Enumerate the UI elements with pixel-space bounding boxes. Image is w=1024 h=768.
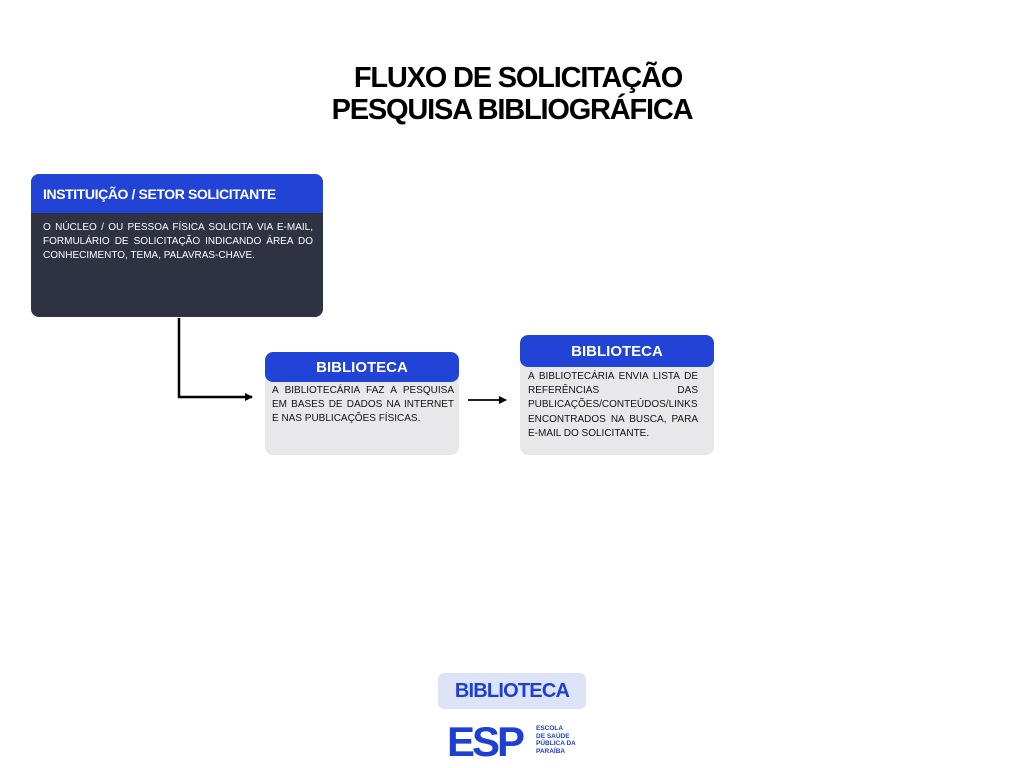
card-text: A BIBLIOTECÁRIA FAZ A PESQUISA EM BASES DE DADOS NA INTERNET E NAS PUBLICAÇÕES FÍSICAS. — [272, 385, 454, 425]
requesting-sector-card — [31, 174, 323, 317]
logo-mark-text: ESP — [447, 723, 523, 759]
diagram-title-line2: PESQUISA BIBLIOGRÁFICA — [331, 94, 693, 126]
esp-logo — [447, 723, 587, 763]
logo-line: DE SAÚDE — [536, 732, 570, 740]
card-text: O NÚCLEO / OU PESSOA FÍSICA SOLICITA VIA E-MAIL, FORMULÁRIO DE SOLICITAÇÃO INDICANDO ÁREA DO CONHECIMENTO, TEMA, PALAVRAS-CHAVE. — [43, 222, 313, 262]
footer-library-label: BIBLIOTECA — [438, 673, 586, 709]
logo-line: PARAÍBA — [536, 747, 566, 755]
logo-line: PÚBLICA DA — [536, 740, 576, 748]
logo-line: ESCOLA — [536, 725, 564, 732]
library-send-card — [520, 335, 714, 455]
card-text: A BIBLIOTECÁRIA ENVIA LISTA DE REFERÊNCIAS DAS PUBLICAÇÕES/CONTEÚDOS/LINKS ENCONTRADOS NA BUSCA, PARA E-MAIL DO SOLICITANTE. — [528, 371, 698, 439]
card-heading: BIBLIOTECA — [520, 335, 714, 367]
card-heading: BIBLIOTECA — [265, 352, 459, 382]
card-heading: INSTITUIÇÃO / SETOR SOLICITANTE — [31, 174, 323, 213]
esp-logo-text — [536, 725, 586, 755]
esp-logo-mark — [447, 723, 533, 759]
diagram-title-line1: FLUXO DE SOLICITAÇÃO — [353, 62, 683, 94]
library-search-card — [265, 352, 459, 455]
elbow-connector-arrow — [179, 318, 252, 397]
